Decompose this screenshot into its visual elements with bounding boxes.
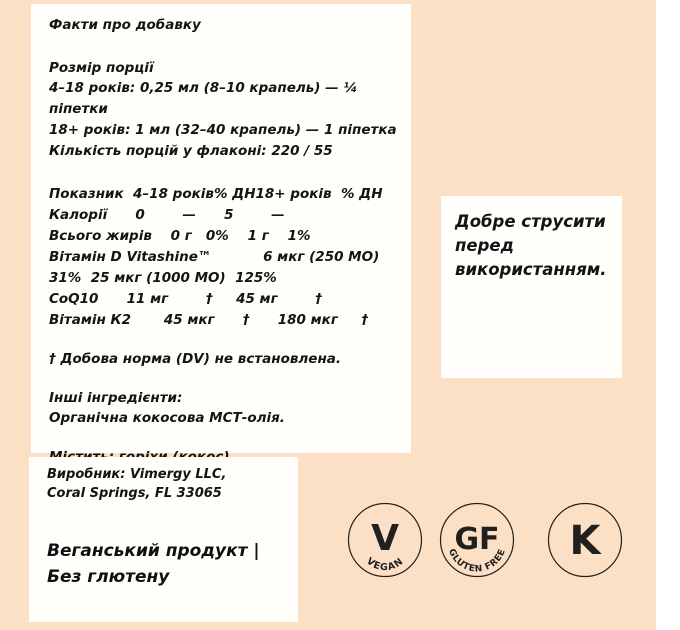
- shake-well-panel: [441, 196, 622, 378]
- supplement-facts-title: Факти про добавку: [49, 17, 201, 33]
- gluten-free-badge-mark: GF: [454, 522, 500, 557]
- spacer: [49, 370, 403, 388]
- claim-vegan: Веганський продукт |: [47, 541, 260, 561]
- nutrition-row-coq10: CoQ10 11 мг † 45 мг †: [49, 290, 322, 307]
- vegan-badge-icon: [347, 502, 423, 578]
- nutrition-row-vitamin-k2: Вітамін К2 45 мкг † 180 мкг †: [49, 311, 369, 328]
- kosher-badge-mark: K: [569, 518, 601, 564]
- serving-size-heading: Розмір порції: [49, 59, 154, 76]
- nutrition-row-calories: Калорії 0 — 5 —: [49, 207, 285, 224]
- serving-size-line-adult: 18+ років: 1 мл (32–40 крапель) — 1 піпетка: [49, 122, 397, 139]
- shake-well-line-1: Добре струсити: [455, 212, 606, 231]
- other-ingredients-value: Органічна кокосова МСТ-олія.: [49, 410, 285, 427]
- supplement-facts-panel: [31, 4, 411, 453]
- claims-block: [47, 539, 294, 590]
- manufacturer-block: [47, 466, 292, 504]
- serving-size-line-child: 4–18 років: 0,25 мл (8–10 крапель) — ¼ піпетки: [49, 80, 363, 118]
- manufacturer-panel: [29, 457, 298, 622]
- gluten-free-badge-icon: [439, 502, 515, 578]
- spacer: [49, 429, 403, 447]
- supplement-facts-content: [49, 18, 403, 468]
- manufacturer-name: Виробник: Vimergy LLC,: [47, 467, 227, 482]
- kosher-badge-icon: [547, 502, 623, 578]
- shake-well-line-2: перед: [455, 235, 514, 255]
- daily-value-footnote: † Добова норма (DV) не встановлена.: [49, 350, 342, 367]
- nutrition-row-total-fat: Всього жирів 0 г 0% 1 г 1%: [49, 227, 311, 244]
- shake-well-line-3: використанням.: [455, 259, 607, 279]
- spacer: [49, 331, 403, 349]
- shake-well-content: [455, 210, 614, 282]
- manufacturer-address: Coral Springs, FL 33065: [47, 485, 222, 501]
- nutrition-table-header: Показник 4–18 років% ДН18+ років % ДН: [49, 186, 383, 203]
- vegan-badge-caption: VEGAN: [364, 555, 406, 574]
- gluten-free-badge-caption: GLUTEN FREE: [446, 547, 508, 575]
- spacer: [49, 162, 403, 184]
- servings-per-container: Кількість порцій у флаконі: 220 / 55: [49, 143, 333, 160]
- other-ingredients-heading: Інші інгредієнти:: [49, 389, 183, 406]
- vegan-badge-mark: V: [371, 518, 399, 559]
- nutrition-row-vitamin-d: Вітамін D Vitashine™ 6 мкг (250 МО) 31% 25 мкг (1000 МО) 125%: [49, 248, 384, 286]
- claim-gluten-free: Без глютену: [47, 566, 170, 587]
